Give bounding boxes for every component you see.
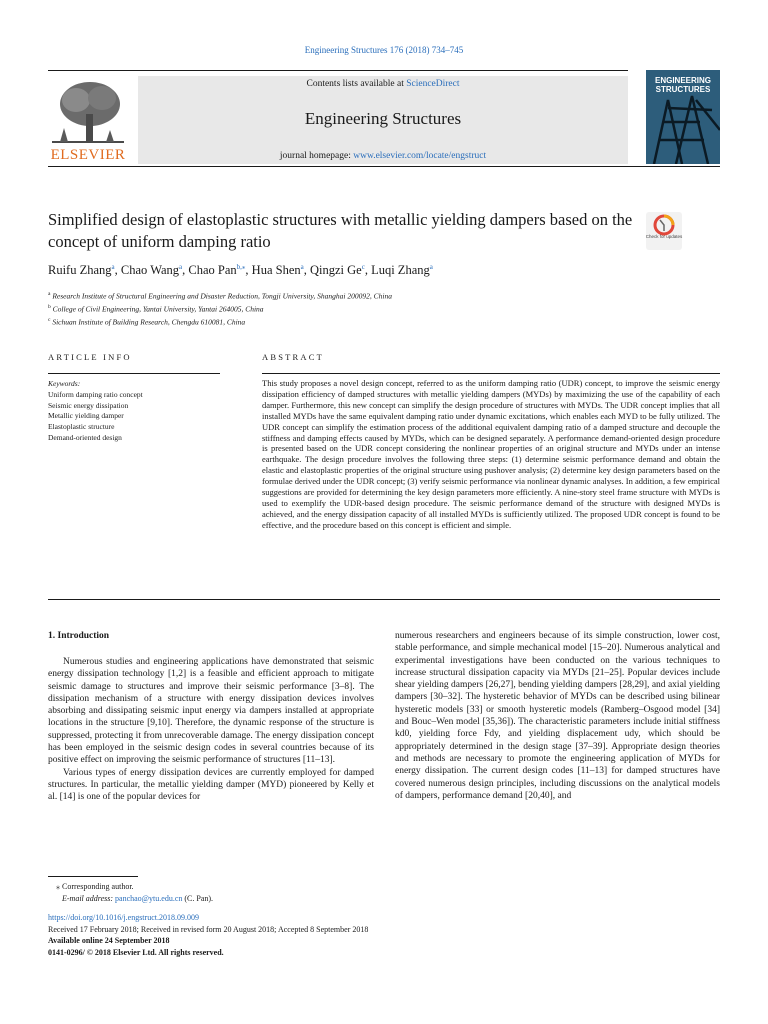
author-name: Ruifu Zhang [48, 263, 112, 278]
affiliation-item: $^b$ College of Civil Engineering, Yantai University, Yantai 264005, China [48, 304, 264, 314]
journal-title: Engineering Structures [304, 109, 462, 128]
author-affiliation-marker[interactable]: b,⁎ [236, 263, 246, 271]
author-name: Hua Shen [251, 263, 301, 278]
abstract-heading: ABSTRACT [262, 352, 324, 362]
body-paragraph: Various types of energy dissipation devices are currently employed for damped structures. In particular, the metallic yielding damper (MYD) pioneered by Kelly et al. [14] is one of the popular devices for [48, 767, 374, 803]
check-for-updates-label: Check for updates [645, 234, 683, 239]
available-online-date: Available online 24 September 2018 [48, 936, 170, 945]
paper-title: Simplified design of elastoplastic structures with metallic yielding dampers based on the concept of uniform damping ratio [48, 210, 633, 251]
affiliation-list [48, 289, 708, 328]
author-name: Qingzi Ge [309, 263, 362, 278]
keyword-item: Uniform damping ratio concept [48, 389, 143, 399]
check-for-updates-icon[interactable] [646, 212, 682, 250]
email-link[interactable]: panchao@ytu.edu.cn [115, 893, 183, 903]
keyword-item: Elastoplastic structure [48, 422, 115, 432]
author-affiliation-marker[interactable]: a [300, 263, 304, 271]
corresponding-author-note: ⁎ Corresponding author. [56, 882, 134, 891]
cover-title: ENGINEERING STRUCTURES [654, 76, 711, 94]
affiliation-item: $^a$ Research Institute of Structural Engineering and Disaster Reduction, Tongji University, Shanghai 200092, China [48, 291, 392, 301]
affiliation-item: $^c$ Sichuan Institute of Building Research, Chengdu 610081, China [48, 317, 246, 327]
footnotes [48, 881, 448, 904]
author-affiliation-marker[interactable]: c [361, 263, 365, 271]
homepage-link[interactable]: www.elsevier.com/locate/engstruct [353, 151, 487, 161]
author-affiliation-marker[interactable]: a [111, 263, 115, 271]
abstract-text: This study proposes a novel design concept, referred to as the uniform damping ratio (UDR) concept, to improve the seismic energy dissipation efficiency of damped structures with metallic yielding dampers (MYDs) by maximizing the use of the capability of each damper. Furthermore, this new concept can simplify the design procedure of structures with MYDs. The UDR concept implies that all installed MYDs have the same equivalent damping ratio under dynamic excitations, which enables each MYD to be fully utilized. The UDR concept can simplify the estimation process of the additional equivalent damping ratio of a damped structure and decouple the stiffness and damping effects caused by MYDs, which can be designed separately. A performance demand-oriented design procedure is presented based on the UDR concept considering the nonlinear properties of an original structure and MYDs under an intense earthquake. The design procedure involves the following three steps: (1) determine seismic performance demand and obtain the elastic and elastoplastic properties of the original structure using pushover analysis; (2) determine key design parameters based on the formulae derived under the UDR concept; (3) verify seismic performance via nonlinear dynamic analyses. In addition, a few empirical suggestions are provided for determining the key design parameters more efficiently. A nine-story steel frame structure with MYDs is used to exemplify the UDR-based design procedure. The seismic performance demand of the structure with designed MYDs is achieved, and the energy dissipation capacity of all installed MYDs is sufficiently utilized. The proposed UDR concept is found to be effective, and the procedure based on this concept is efficient and simple. [262, 378, 720, 530]
copyright-line: 0141-0296/ © 2018 Elsevier Ltd. All rights reserved. [48, 947, 224, 957]
author-affiliation-marker[interactable]: a [179, 263, 183, 271]
keywords-label: Keywords: [48, 379, 81, 388]
footnote-rule [48, 876, 138, 877]
body-paragraph: numerous researchers and engineers because of its simple construction, lower cost, stable performance, and simple mechanical model [15–20]. Numerous analytical and experimental investigations have been conducted on the various techniques to increase structural dissipation capacity via MYDs [21–25]. Popular devices include shear yielding dampers [26,27], bending yielding dampers [28,29], and axial yielding dampers [30–32]. The hysteretic behavior of MYDs can be described using bilinear hysteretic models [33] or smooth hysteretic models (Ramberg–Osgood model [34] and Bouc–Wen model [35,36]). The characteristic parameters include initial stiffness kd0, yielding force Fdy, and yielding displacement udy, which should be appropriately determined in the design stage [37–39]. Appropriate design theories and methods are necessary to promote the engineering application of MYDs for energy dissipation. The current design codes [11–13] for damped structures have covered numerous design principles, including discussions on the analytical models of dampers, performance demand [20,40], and [395, 631, 720, 801]
publication-info [48, 912, 548, 958]
keywords-block [48, 379, 220, 444]
author-list: Ruifu Zhang$^a$, Chao Wang$^a$, Chao Pan$^{b,⁎}$, Hua Shen$^a$, Qingzi Ge$^c$, Luqi Zhang$^a$ [48, 263, 433, 278]
doi-link[interactable]: https://doi.org/10.1016/j.engstruct.2018.09.009 [48, 913, 199, 922]
header-top-rule [48, 70, 628, 71]
homepage-line: journal homepage: www.elsevier.com/locate/engstruct [279, 151, 487, 161]
keyword-item: Demand-oriented design [48, 432, 122, 442]
sciencedirect-link[interactable]: ScienceDirect [406, 79, 460, 89]
received-dates: Received 17 February 2018; Received in revised form 20 August 2018; Accepted 8 September 2018 [48, 924, 369, 934]
body-column-right [395, 630, 720, 802]
author-affiliation-marker[interactable]: a [429, 263, 433, 271]
abstract-rule [262, 373, 720, 374]
body-column-left [48, 656, 374, 804]
body-paragraph: Numerous studies and engineering applications have demonstrated that seismic energy dissipation technology [1,2] is a feasible and efficient approach to mitigate seismic damage to structures and improve their seismic performance [3–8]. The dissipation mechanism of a structure with energy dissipation devices involves absorbing and dissipating seismic input energy via dampers installed at appropriate locations in the structure [9,10]. Therefore, the dynamic response of the structure is suppressed, protecting it from unrecoverable damage. The energy dissipation concept has been employed in the seismic design codes in several countries because of its positive effect on improving the seismic performance of structures [11–13]. [48, 657, 374, 766]
header-bottom-rule [48, 166, 720, 167]
email-line: E-mail address: panchao@ytu.edu.cn (C. Pan). [62, 893, 214, 903]
section-heading-introduction: 1. Introduction [48, 631, 110, 641]
body-separator-rule [48, 599, 720, 600]
keyword-item: Metallic yielding damper [48, 411, 124, 421]
keyword-item: Seismic energy dissipation [48, 400, 129, 410]
article-info-heading: ARTICLE INFO [48, 352, 132, 362]
cover-structure-icon [646, 70, 720, 164]
author-name: Luqi Zhang [371, 263, 430, 278]
journal-reference[interactable]: Engineering Structures 176 (2018) 734–745 [304, 45, 464, 55]
author-name: Chao Wang [120, 263, 180, 278]
author-name: Chao Pan [188, 263, 237, 278]
contents-line: Contents lists available at ScienceDirect [306, 79, 460, 89]
article-info-rule [48, 373, 220, 374]
elsevier-wordmark: ELSEVIER [50, 147, 126, 163]
journal-cover-image [646, 70, 720, 164]
